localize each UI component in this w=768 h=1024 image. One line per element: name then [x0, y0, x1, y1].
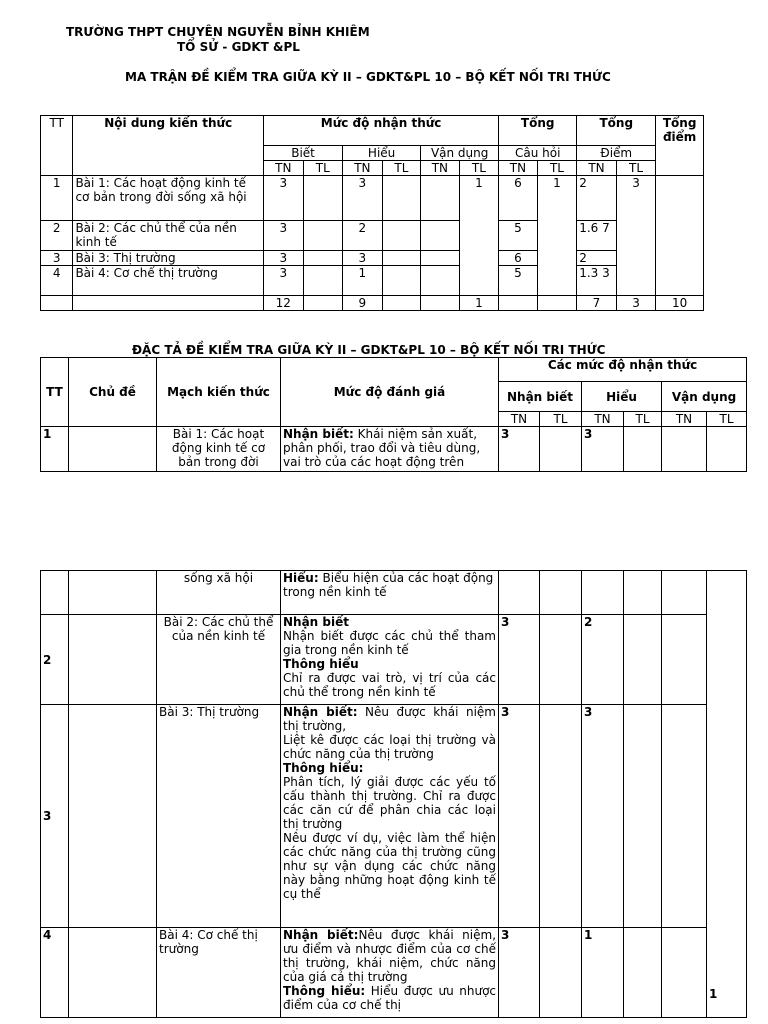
- cell-hieu-tn: 3: [582, 705, 624, 928]
- header-tt: TT: [41, 116, 73, 176]
- sub-tn: TN: [662, 412, 707, 427]
- cell-hieu-tn: 1: [343, 266, 383, 296]
- cell-biet-tn: 3: [264, 266, 304, 296]
- cell-hieu-tl: [624, 427, 662, 472]
- cell-cau-tn: 6: [499, 251, 538, 266]
- total-hieu-tn: 9: [343, 296, 383, 311]
- sub-tn: TN: [343, 161, 383, 176]
- spec-row-mach: sống xã hội: [157, 571, 281, 615]
- spec-row-mach: Bài 3: Thị trường: [157, 705, 281, 928]
- cell-vd-tn: [662, 571, 707, 615]
- spec-header-hieu: Hiểu: [582, 382, 662, 412]
- cell-hieu-tn: 1: [582, 928, 624, 1018]
- cell-cau-tl-merged: 1: [537, 176, 577, 296]
- sub-tl: TL: [540, 412, 582, 427]
- spec-row-chu-de: [69, 928, 157, 1018]
- header-total-points: Tổng: [577, 116, 656, 146]
- cell-vd-tn: [421, 176, 460, 221]
- spec-row-muc-do: Nhận biết: Khái niệm sản xuất, phân phối, trao đổi và tiêu dùng, vai trò của các hoạt động trên: [281, 427, 499, 472]
- sub-tn: TN: [577, 161, 617, 176]
- total-label: [73, 296, 264, 311]
- cell-diem-tn: 2: [577, 251, 617, 266]
- spec-row-chu-de: [69, 571, 157, 615]
- cell-biet-tl: [303, 266, 343, 296]
- department-name: TỔ SỬ - GDKT &PL: [177, 40, 300, 54]
- header-diem: Điểm: [577, 146, 656, 161]
- cell-hieu-tl: [382, 176, 421, 221]
- cell-vd-tn: [421, 266, 460, 296]
- cell-nb-tl: [540, 705, 582, 928]
- header-total-score: Tổng điểm: [656, 116, 704, 176]
- spec-row-muc-do: Hiểu: Biểu hiện của các hoạt động trong nền kinh tế: [281, 571, 499, 615]
- total-cau-tn: [499, 296, 538, 311]
- cell-diem-tl-merged: 3: [616, 176, 656, 296]
- row-tt: 1: [41, 176, 73, 221]
- cell-diem-tn: 1.6 7: [577, 221, 617, 251]
- spec-title: ĐẶC TẢ ĐỀ KIỂM TRA GIỮA KỲ II – GDKT&PL 10 – BỘ KẾT NỐI TRI THỨC: [132, 343, 606, 357]
- cell-hieu-tn: 2: [582, 615, 624, 705]
- total-hieu-tl: [382, 296, 421, 311]
- spec-row-muc-do: Nhận biết: Nêu được khái niệm thị trường, Liệt kê được các loại thị trường và chức năng của thị trường Thông hiểu: Phân tích, lý giải được các yếu tố cấu thành thị trường. Chỉ ra được các căn cứ để phân chia các loại thị trường Nêu được ví dụ, việc làm thể hiện các chức năng của thị trường cũng như sự vận dụng các chức năng này bằng những hoạt động kinh tế cụ thể: [281, 705, 499, 928]
- sub-tl: TL: [459, 161, 499, 176]
- total-tt: [41, 296, 73, 311]
- cell-nb-tn: 3: [499, 615, 540, 705]
- sub-tl: TL: [303, 161, 343, 176]
- cell-vd-tn: [662, 928, 707, 1018]
- cell-hieu-tl: [624, 615, 662, 705]
- sub-tl: TL: [382, 161, 421, 176]
- cell-hieu-tl: [624, 928, 662, 1018]
- total-cau-tl: [537, 296, 577, 311]
- spec-row-tt: [41, 571, 69, 615]
- cell-biet-tl: [303, 251, 343, 266]
- spec-header-nhan-biet: Nhận biết: [499, 382, 582, 412]
- row-tt: 3: [41, 251, 73, 266]
- spec-header-van-dung: Vận dụng: [662, 382, 747, 412]
- cell-vd-tn: [662, 427, 707, 472]
- total-diem-tn: 7: [577, 296, 617, 311]
- total-score: 10: [656, 296, 704, 311]
- cell-hieu-tl: [624, 705, 662, 928]
- spec-table-part1: [40, 357, 747, 472]
- cell-biet-tn: 3: [264, 251, 304, 266]
- cell-nb-tl: [540, 615, 582, 705]
- row-content: Bài 1: Các hoạt động kinh tế cơ bản trong đời sống xã hội: [73, 176, 264, 221]
- cell-vd-tl-merged: 1: [459, 176, 499, 296]
- spec-row-tt: 1: [41, 427, 69, 472]
- spec-header-muc-do: Mức độ đánh giá: [281, 358, 499, 427]
- cell-hieu-tn: 2: [343, 221, 383, 251]
- cell-nb-tn: [499, 571, 540, 615]
- cell-hieu-tl: [382, 251, 421, 266]
- cell-biet-tn: 3: [264, 176, 304, 221]
- cell-biet-tn: 3: [264, 221, 304, 251]
- sub-tl: TL: [616, 161, 656, 176]
- cell-vd-tn: [421, 251, 460, 266]
- spec-header-tt: TT: [41, 358, 69, 427]
- cell-hieu-tn: 3: [343, 176, 383, 221]
- cell-vd-tn: [421, 221, 460, 251]
- school-name: TRƯỜNG THPT CHUYÊN NGUYỄN BỈNH KHIÊM: [66, 25, 370, 39]
- cell-biet-tl: [303, 176, 343, 221]
- cell-cau-tn: 5: [499, 266, 538, 296]
- header-biet: Biết: [264, 146, 343, 161]
- total-biet-tn: 12: [264, 296, 304, 311]
- spec-row-chu-de: [69, 615, 157, 705]
- spec-row-tt: 3: [41, 705, 69, 928]
- cell-nb-tl: [540, 571, 582, 615]
- spec-row-chu-de: [69, 427, 157, 472]
- cell-vd-tn: [662, 705, 707, 928]
- cell-nb-tn: 3: [499, 928, 540, 1018]
- cell-nb-tl: [540, 427, 582, 472]
- spec-row-mach: Bài 1: Các hoạt động kinh tế cơ bản trong đời: [157, 427, 281, 472]
- spec-table-part2: [40, 570, 747, 1018]
- spec-header-chu-de: Chủ đề: [69, 358, 157, 427]
- sub-tl: TL: [537, 161, 577, 176]
- spec-row-mach: Bài 2: Các chủ thể của nền kinh tế: [157, 615, 281, 705]
- cell-vd-tl-merged: 1: [707, 571, 747, 1018]
- matrix-title: MA TRẬN ĐỀ KIỂM TRA GIỮA KỲ II – GDKT&PL 10 – BỘ KẾT NỐI TRI THỨC: [125, 70, 611, 84]
- total-vd-tl: 1: [459, 296, 499, 311]
- header-total-questions: Tổng: [499, 116, 577, 146]
- spec-row-tt: 2: [41, 615, 69, 705]
- header-cognitive-level: Mức độ nhận thức: [264, 116, 499, 146]
- spec-row-tt: 4: [41, 928, 69, 1018]
- row-content: Bài 3: Thị trường: [73, 251, 264, 266]
- cell-total-score-merged: [656, 176, 704, 296]
- header-hieu: Hiểu: [343, 146, 421, 161]
- sub-tn: TN: [499, 412, 540, 427]
- sub-tn: TN: [582, 412, 624, 427]
- header-cau-hoi: Câu hỏi: [499, 146, 577, 161]
- total-vd-tn: [421, 296, 460, 311]
- row-tt: 4: [41, 266, 73, 296]
- spec-row-mach: Bài 4: Cơ chế thị trường: [157, 928, 281, 1018]
- cell-diem-tn: 1.3 3: [577, 266, 617, 296]
- cell-diem-tn: 2: [577, 176, 617, 221]
- cell-vd-tn: [662, 615, 707, 705]
- total-biet-tl: [303, 296, 343, 311]
- cell-cau-tn: 6: [499, 176, 538, 221]
- spec-row-muc-do: Nhận biết:Nêu được khái niệm, ưu điểm và nhược điểm của cơ chế thị trường, khái niệm, chức năng của giá cả thị trường Thông hiểu: Hiểu được ưu nhược điểm của cơ chế thị: [281, 928, 499, 1018]
- header-van-dung: Vận dụng: [421, 146, 499, 161]
- cell-hieu-tn: [582, 571, 624, 615]
- spec-row-chu-de: [69, 705, 157, 928]
- row-tt: 2: [41, 221, 73, 251]
- cell-nb-tl: [540, 928, 582, 1018]
- matrix-table: [40, 115, 704, 311]
- cell-biet-tl: [303, 221, 343, 251]
- cell-nb-tn: 3: [499, 427, 540, 472]
- cell-hieu-tl: [382, 221, 421, 251]
- sub-tl: TL: [624, 412, 662, 427]
- row-content: Bài 4: Cơ chế thị trường: [73, 266, 264, 296]
- cell-hieu-tl: [624, 571, 662, 615]
- cell-nb-tn: 3: [499, 705, 540, 928]
- total-diem-tl: 3: [616, 296, 656, 311]
- spec-header-cac-muc: Các mức độ nhận thức: [499, 358, 747, 382]
- sub-tn: TN: [264, 161, 304, 176]
- spec-row-muc-do: Nhận biết Nhận biết được các chủ thể tham gia trong nền kinh tế Thông hiểu Chỉ ra được vai trò, vị trí của các chủ thể trong nền kinh tế: [281, 615, 499, 705]
- spec-header-mach: Mạch kiến thức: [157, 358, 281, 427]
- row-content: Bài 2: Các chủ thể của nền kinh tế: [73, 221, 264, 251]
- header-content: Nội dung kiến thức: [73, 116, 264, 176]
- cell-hieu-tn: 3: [343, 251, 383, 266]
- cell-hieu-tl: [382, 266, 421, 296]
- cell-vd-tl: [707, 427, 747, 472]
- cell-hieu-tn: 3: [582, 427, 624, 472]
- cell-cau-tn: 5: [499, 221, 538, 251]
- sub-tn: TN: [499, 161, 538, 176]
- sub-tn: TN: [421, 161, 460, 176]
- sub-tl: TL: [707, 412, 747, 427]
